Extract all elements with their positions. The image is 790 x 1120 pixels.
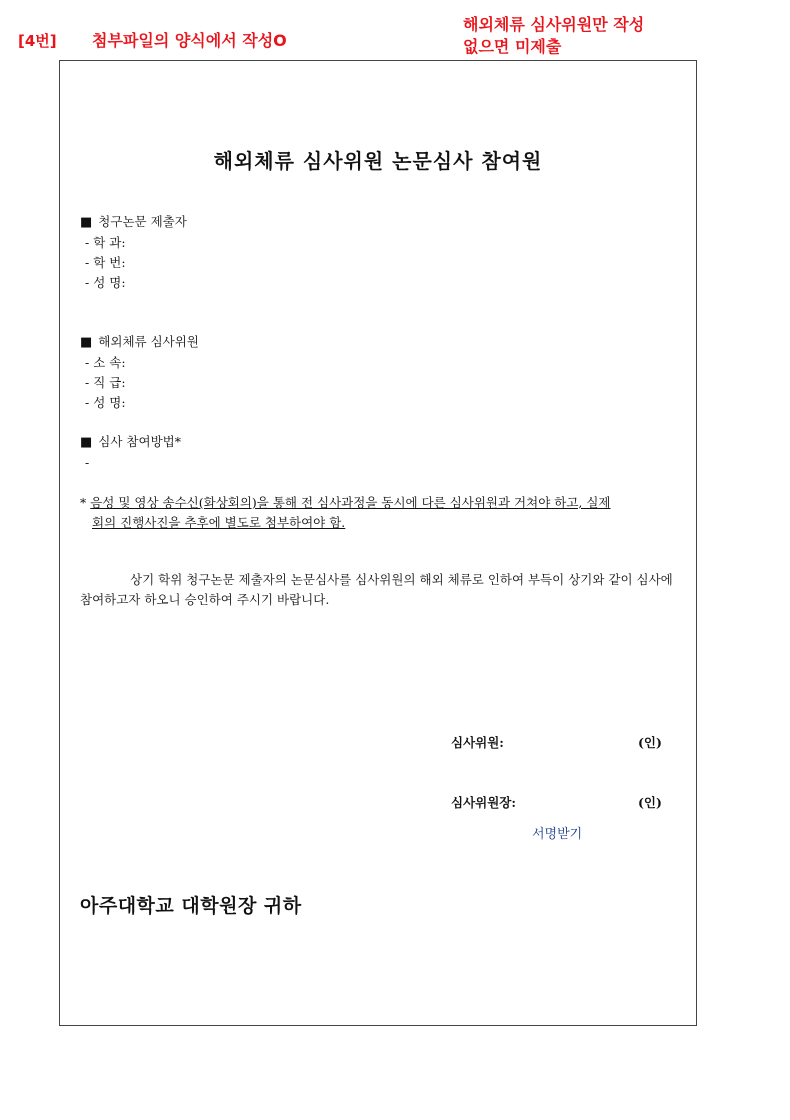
reviewer-heading-label: 해외체류 심사위원 (98, 334, 199, 349)
reviewer-seal-mark: (인) (638, 735, 662, 750)
field-rank-label: 직 급: (93, 375, 126, 390)
chair-signature-label: 심사위원장: (451, 795, 516, 810)
bullet-square-icon: ■ (80, 335, 93, 350)
footnote (80, 493, 678, 533)
dash: - (85, 455, 90, 470)
chair-seal-mark: (인) (638, 795, 662, 810)
field-student-name (80, 273, 187, 293)
field-rank (80, 373, 199, 393)
footnote-line2 (80, 513, 678, 533)
reviewer-heading (80, 332, 199, 353)
footnote-text-line2: 회의 진행사진을 추후에 별도로 첨부하여야 함. (92, 515, 346, 530)
reviewer-section (80, 332, 199, 413)
dash: - (85, 395, 90, 410)
field-affiliation-label: 소 속: (93, 355, 126, 370)
field-reviewer-name (80, 393, 199, 413)
applicability-note-line1: 해외체류 심사위원만 작성 (463, 15, 645, 34)
dash: - (85, 235, 90, 250)
field-method (80, 453, 181, 473)
addressee: 아주대학교 대학원장 귀하 (80, 895, 302, 917)
method-heading (80, 432, 181, 453)
field-student-id (80, 253, 187, 273)
method-section (80, 432, 181, 473)
dash: - (85, 375, 90, 390)
field-reviewer-name-label: 성 명: (93, 395, 126, 410)
field-affiliation (80, 353, 199, 373)
field-department-label: 학 과: (93, 235, 126, 250)
form-page (59, 60, 697, 1026)
applicability-note-line2: 없으면 미제출 (463, 37, 562, 56)
submitter-heading (80, 212, 187, 233)
dash: - (85, 275, 90, 290)
submitter-section (80, 212, 187, 293)
field-student-id-label: 학 번: (93, 255, 126, 270)
sign-note: 서명받기 (532, 827, 583, 842)
submitter-heading-label: 청구논문 제출자 (98, 214, 187, 229)
applicability-note (463, 14, 644, 58)
form-number-tag: [4번] (18, 32, 57, 50)
form-title: 해외체류 심사위원 논문심사 참여원 (213, 149, 543, 173)
bullet-square-icon: ■ (80, 435, 93, 450)
field-department (80, 233, 187, 253)
method-heading-label: 심사 참여방법* (98, 434, 181, 449)
footnote-line1 (80, 493, 678, 513)
footnote-text-line1: 음성 및 영상 송수신(화상회의)을 통해 전 심사과정을 동시에 다른 심사위원과 거쳐야 하고, 실제 (90, 495, 611, 510)
footnote-marker: * (80, 495, 87, 510)
dash: - (85, 255, 90, 270)
dash: - (85, 355, 90, 370)
request-paragraph: 상기 학위 청구논문 제출자의 논문심사를 심사위원의 해외 체류로 인하여 부득이 상기와 같이 심사에 참여하고자 하오니 승인하여 주시기 바랍니다. (80, 572, 673, 607)
instruction-note: 첨부파일의 양식에서 작성O (92, 31, 287, 50)
field-student-name-label: 성 명: (93, 275, 126, 290)
reviewer-signature-label: 심사위원: (451, 735, 504, 750)
bullet-square-icon: ■ (80, 215, 93, 230)
